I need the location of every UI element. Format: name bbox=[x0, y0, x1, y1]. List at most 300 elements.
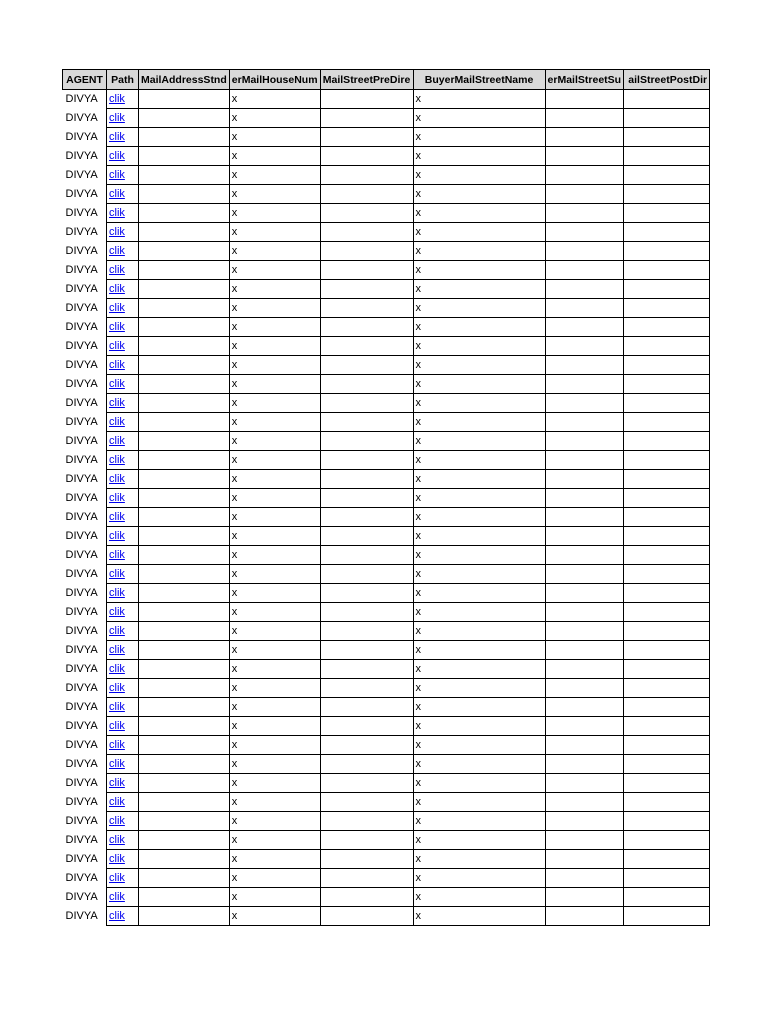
mail-street-pre-dir-cell bbox=[320, 413, 413, 432]
mail-street-post-dir-cell bbox=[624, 508, 710, 527]
mail-street-suffix-cell bbox=[545, 641, 624, 660]
buyer-mail-street-name-cell: x bbox=[413, 717, 545, 736]
mail-street-suffix-cell bbox=[545, 90, 624, 109]
table-row bbox=[63, 584, 710, 603]
buyer-mail-street-name-cell: x bbox=[413, 147, 545, 166]
mail-street-post-dir-cell bbox=[624, 451, 710, 470]
mail-street-suffix-cell bbox=[545, 204, 624, 223]
table-row bbox=[63, 793, 710, 812]
agent-cell: DIVYA bbox=[65, 207, 98, 219]
mail-address-stnd-cell bbox=[139, 774, 230, 793]
path-cell bbox=[107, 812, 139, 831]
table-row bbox=[63, 432, 710, 451]
mail-street-suffix-cell bbox=[545, 850, 624, 869]
col-header-mail-address-stnd: MailAddressStnd bbox=[139, 70, 230, 90]
mail-street-pre-dir-cell bbox=[320, 869, 413, 888]
path-link[interactable]: clik bbox=[109, 701, 125, 713]
mail-address-stnd-cell bbox=[139, 109, 230, 128]
table-row bbox=[63, 812, 710, 831]
path-link[interactable]: clik bbox=[109, 226, 125, 238]
mail-street-pre-dir-cell bbox=[320, 375, 413, 394]
agent-cell: DIVYA bbox=[65, 587, 98, 599]
agent-cell: DIVYA bbox=[65, 853, 98, 865]
buyer-mail-street-name-cell: x bbox=[413, 508, 545, 527]
path-cell bbox=[107, 204, 139, 223]
buyer-mail-street-name-cell: x bbox=[413, 565, 545, 584]
mail-street-post-dir-cell bbox=[624, 774, 710, 793]
buyer-mail-street-name-cell: x bbox=[413, 318, 545, 337]
path-link[interactable]: clik bbox=[109, 530, 125, 542]
path-link[interactable]: clik bbox=[109, 568, 125, 580]
buyer-mail-street-name-cell: x bbox=[413, 489, 545, 508]
table-row bbox=[63, 508, 710, 527]
path-link[interactable]: clik bbox=[109, 340, 125, 352]
path-link[interactable]: clik bbox=[109, 910, 125, 922]
mail-house-num-cell: x bbox=[229, 413, 320, 432]
mail-street-suffix-cell bbox=[545, 489, 624, 508]
path-link[interactable]: clik bbox=[109, 644, 125, 656]
path-cell bbox=[107, 147, 139, 166]
mail-house-num-cell: x bbox=[229, 679, 320, 698]
path-cell bbox=[107, 641, 139, 660]
mail-house-num-cell: x bbox=[229, 812, 320, 831]
agent-cell: DIVYA bbox=[65, 682, 98, 694]
mail-street-pre-dir-cell bbox=[320, 774, 413, 793]
mail-street-post-dir-cell bbox=[624, 584, 710, 603]
path-link[interactable]: clik bbox=[109, 302, 125, 314]
mail-street-pre-dir-cell bbox=[320, 451, 413, 470]
table-row bbox=[63, 489, 710, 508]
agent-cell: DIVYA bbox=[65, 435, 98, 447]
agent-cell: DIVYA bbox=[65, 606, 98, 618]
table-row bbox=[63, 261, 710, 280]
table-row bbox=[63, 413, 710, 432]
path-cell bbox=[107, 679, 139, 698]
buyer-mail-street-name-cell: x bbox=[413, 451, 545, 470]
mail-street-pre-dir-cell bbox=[320, 128, 413, 147]
table-row bbox=[63, 356, 710, 375]
table-row bbox=[63, 679, 710, 698]
mail-street-post-dir-cell bbox=[624, 109, 710, 128]
mail-street-post-dir-cell bbox=[624, 242, 710, 261]
path-link[interactable]: clik bbox=[109, 473, 125, 485]
agent-cell: DIVYA bbox=[65, 815, 98, 827]
mail-house-num-cell: x bbox=[229, 527, 320, 546]
path-cell bbox=[107, 774, 139, 793]
mail-house-num-cell: x bbox=[229, 451, 320, 470]
path-link[interactable]: clik bbox=[109, 777, 125, 789]
path-link[interactable]: clik bbox=[109, 587, 125, 599]
mail-street-pre-dir-cell bbox=[320, 793, 413, 812]
mail-street-suffix-cell bbox=[545, 109, 624, 128]
path-cell bbox=[107, 128, 139, 147]
mail-street-suffix-cell bbox=[545, 280, 624, 299]
mail-street-pre-dir-cell bbox=[320, 831, 413, 850]
mail-address-stnd-cell bbox=[139, 451, 230, 470]
path-cell bbox=[107, 489, 139, 508]
agent-cell: DIVYA bbox=[65, 511, 98, 523]
path-cell bbox=[107, 318, 139, 337]
mail-street-post-dir-cell bbox=[624, 831, 710, 850]
path-cell bbox=[107, 603, 139, 622]
path-link[interactable]: clik bbox=[109, 321, 125, 333]
table-row bbox=[63, 736, 710, 755]
table-row bbox=[63, 451, 710, 470]
buyer-mail-street-name-cell: x bbox=[413, 850, 545, 869]
mail-street-post-dir-cell bbox=[624, 850, 710, 869]
mail-street-post-dir-cell bbox=[624, 375, 710, 394]
mail-street-pre-dir-cell bbox=[320, 660, 413, 679]
path-link[interactable]: clik bbox=[109, 264, 125, 276]
mail-address-stnd-cell bbox=[139, 603, 230, 622]
path-link[interactable]: clik bbox=[109, 131, 125, 143]
mail-address-stnd-cell bbox=[139, 470, 230, 489]
mail-house-num-cell: x bbox=[229, 717, 320, 736]
buyer-mail-street-name-cell: x bbox=[413, 299, 545, 318]
path-link[interactable]: clik bbox=[109, 492, 125, 504]
table-body bbox=[63, 90, 710, 926]
path-link[interactable]: clik bbox=[109, 435, 125, 447]
path-cell bbox=[107, 90, 139, 109]
table-row bbox=[63, 242, 710, 261]
path-link[interactable]: clik bbox=[109, 188, 125, 200]
agent-cell: DIVYA bbox=[65, 283, 98, 295]
buyer-mail-street-name-cell: x bbox=[413, 546, 545, 565]
mail-street-suffix-cell bbox=[545, 527, 624, 546]
mail-address-stnd-cell bbox=[139, 413, 230, 432]
mail-address-stnd-cell bbox=[139, 223, 230, 242]
mail-street-suffix-cell bbox=[545, 812, 624, 831]
mail-street-suffix-cell bbox=[545, 774, 624, 793]
agent-cell: DIVYA bbox=[65, 454, 98, 466]
buyer-mail-street-name-cell: x bbox=[413, 356, 545, 375]
table-row bbox=[63, 869, 710, 888]
buyer-mail-street-name-cell: x bbox=[413, 831, 545, 850]
path-link[interactable]: clik bbox=[109, 682, 125, 694]
col-header-mail-house-num: erMailHouseNum bbox=[229, 70, 320, 90]
mail-house-num-cell: x bbox=[229, 869, 320, 888]
mail-address-stnd-cell bbox=[139, 869, 230, 888]
mail-street-post-dir-cell bbox=[624, 413, 710, 432]
mail-house-num-cell: x bbox=[229, 736, 320, 755]
path-cell bbox=[107, 546, 139, 565]
mail-street-pre-dir-cell bbox=[320, 679, 413, 698]
mail-house-num-cell: x bbox=[229, 223, 320, 242]
mail-address-stnd-cell bbox=[139, 166, 230, 185]
mail-house-num-cell: x bbox=[229, 850, 320, 869]
buyer-mail-street-name-cell: x bbox=[413, 869, 545, 888]
mail-street-suffix-cell bbox=[545, 755, 624, 774]
table-row bbox=[63, 546, 710, 565]
mail-street-pre-dir-cell bbox=[320, 185, 413, 204]
col-header-mail-street-post-dir: ailStreetPostDir bbox=[624, 70, 710, 90]
mail-address-stnd-cell bbox=[139, 356, 230, 375]
path-link[interactable]: clik bbox=[109, 454, 125, 466]
path-link[interactable]: clik bbox=[109, 416, 125, 428]
agent-cell: DIVYA bbox=[65, 625, 98, 637]
mail-address-stnd-cell bbox=[139, 261, 230, 280]
table-row bbox=[63, 850, 710, 869]
mail-house-num-cell: x bbox=[229, 603, 320, 622]
path-cell bbox=[107, 565, 139, 584]
mail-street-post-dir-cell bbox=[624, 299, 710, 318]
mail-street-suffix-cell bbox=[545, 337, 624, 356]
mail-street-post-dir-cell bbox=[624, 223, 710, 242]
path-link[interactable]: clik bbox=[109, 245, 125, 257]
table-row bbox=[63, 318, 710, 337]
table-row bbox=[63, 641, 710, 660]
mail-house-num-cell: x bbox=[229, 280, 320, 299]
mail-address-stnd-cell bbox=[139, 546, 230, 565]
agent-cell: DIVYA bbox=[65, 872, 98, 884]
mail-address-stnd-cell bbox=[139, 641, 230, 660]
mail-street-post-dir-cell bbox=[624, 185, 710, 204]
table-row bbox=[63, 907, 710, 926]
mail-house-num-cell: x bbox=[229, 508, 320, 527]
header-row bbox=[63, 70, 710, 90]
agent-cell: DIVYA bbox=[65, 758, 98, 770]
mail-street-post-dir-cell bbox=[624, 641, 710, 660]
mail-street-pre-dir-cell bbox=[320, 280, 413, 299]
mail-address-stnd-cell bbox=[139, 755, 230, 774]
mail-address-stnd-cell bbox=[139, 736, 230, 755]
mail-street-suffix-cell bbox=[545, 318, 624, 337]
agent-cell: DIVYA bbox=[65, 150, 98, 162]
path-link[interactable]: clik bbox=[109, 283, 125, 295]
path-cell bbox=[107, 299, 139, 318]
table-row bbox=[63, 375, 710, 394]
path-cell bbox=[107, 508, 139, 527]
mail-house-num-cell: x bbox=[229, 907, 320, 926]
mail-street-suffix-cell bbox=[545, 546, 624, 565]
table-row bbox=[63, 394, 710, 413]
mail-street-pre-dir-cell bbox=[320, 432, 413, 451]
path-cell bbox=[107, 261, 139, 280]
agent-cell: DIVYA bbox=[65, 492, 98, 504]
mail-street-suffix-cell bbox=[545, 793, 624, 812]
mail-street-suffix-cell bbox=[545, 888, 624, 907]
path-link[interactable]: clik bbox=[109, 663, 125, 675]
mail-street-post-dir-cell bbox=[624, 147, 710, 166]
mail-street-pre-dir-cell bbox=[320, 641, 413, 660]
mail-house-num-cell: x bbox=[229, 432, 320, 451]
buyer-mail-street-name-cell: x bbox=[413, 413, 545, 432]
path-cell bbox=[107, 223, 139, 242]
buyer-mail-street-name-cell: x bbox=[413, 907, 545, 926]
path-link[interactable]: clik bbox=[109, 758, 125, 770]
mail-address-stnd-cell bbox=[139, 299, 230, 318]
path-link[interactable]: clik bbox=[109, 150, 125, 162]
mail-street-suffix-cell bbox=[545, 603, 624, 622]
table-row bbox=[63, 147, 710, 166]
mail-address-stnd-cell bbox=[139, 660, 230, 679]
mail-house-num-cell: x bbox=[229, 660, 320, 679]
buyer-mail-street-name-cell: x bbox=[413, 527, 545, 546]
mail-street-pre-dir-cell bbox=[320, 698, 413, 717]
col-header-mail-street-pre-dir: MailStreetPreDire bbox=[320, 70, 413, 90]
table-row bbox=[63, 527, 710, 546]
mail-address-stnd-cell bbox=[139, 698, 230, 717]
mail-street-post-dir-cell bbox=[624, 432, 710, 451]
mail-address-stnd-cell bbox=[139, 907, 230, 926]
buyer-mail-street-name-cell: x bbox=[413, 641, 545, 660]
path-link[interactable]: clik bbox=[109, 853, 125, 865]
path-link[interactable]: clik bbox=[109, 720, 125, 732]
mail-house-num-cell: x bbox=[229, 185, 320, 204]
table-row bbox=[63, 128, 710, 147]
mail-address-stnd-cell bbox=[139, 280, 230, 299]
path-link[interactable]: clik bbox=[109, 397, 125, 409]
mail-street-post-dir-cell bbox=[624, 907, 710, 926]
path-link[interactable]: clik bbox=[109, 891, 125, 903]
path-cell bbox=[107, 698, 139, 717]
mail-street-suffix-cell bbox=[545, 565, 624, 584]
path-link[interactable]: clik bbox=[109, 169, 125, 181]
table-row bbox=[63, 223, 710, 242]
agent-cell: DIVYA bbox=[65, 473, 98, 485]
agent-cell: DIVYA bbox=[65, 359, 98, 371]
path-link[interactable]: clik bbox=[109, 834, 125, 846]
mail-street-post-dir-cell bbox=[624, 717, 710, 736]
path-link[interactable]: clik bbox=[109, 739, 125, 751]
mail-address-stnd-cell bbox=[139, 584, 230, 603]
path-link[interactable]: clik bbox=[109, 606, 125, 618]
path-link[interactable]: clik bbox=[109, 511, 125, 523]
mail-street-pre-dir-cell bbox=[320, 318, 413, 337]
path-cell bbox=[107, 755, 139, 774]
mail-street-pre-dir-cell bbox=[320, 356, 413, 375]
mail-address-stnd-cell bbox=[139, 128, 230, 147]
path-cell bbox=[107, 869, 139, 888]
table-row bbox=[63, 204, 710, 223]
agent-cell: DIVYA bbox=[65, 340, 98, 352]
path-link[interactable]: clik bbox=[109, 112, 125, 124]
mail-street-post-dir-cell bbox=[624, 869, 710, 888]
path-link[interactable]: clik bbox=[109, 549, 125, 561]
path-link[interactable]: clik bbox=[109, 378, 125, 390]
table-row bbox=[63, 185, 710, 204]
table-row bbox=[63, 280, 710, 299]
col-header-mail-street-suffix: erMailStreetSu bbox=[545, 70, 624, 90]
col-header-agent: AGENT bbox=[63, 70, 107, 90]
mail-street-suffix-cell bbox=[545, 261, 624, 280]
mail-house-num-cell: x bbox=[229, 261, 320, 280]
mail-street-post-dir-cell bbox=[624, 812, 710, 831]
mail-street-suffix-cell bbox=[545, 584, 624, 603]
mail-house-num-cell: x bbox=[229, 356, 320, 375]
mail-house-num-cell: x bbox=[229, 166, 320, 185]
mail-house-num-cell: x bbox=[229, 337, 320, 356]
buyer-mail-street-name-cell: x bbox=[413, 470, 545, 489]
agent-cell: DIVYA bbox=[65, 549, 98, 561]
table-row bbox=[63, 565, 710, 584]
path-link[interactable]: clik bbox=[109, 359, 125, 371]
path-cell bbox=[107, 850, 139, 869]
agent-cell: DIVYA bbox=[65, 891, 98, 903]
agent-cell: DIVYA bbox=[65, 530, 98, 542]
path-link[interactable]: clik bbox=[109, 796, 125, 808]
mail-address-stnd-cell bbox=[139, 242, 230, 261]
mail-house-num-cell: x bbox=[229, 242, 320, 261]
mail-street-post-dir-cell bbox=[624, 603, 710, 622]
buyer-mail-street-name-cell: x bbox=[413, 337, 545, 356]
mail-street-suffix-cell bbox=[545, 470, 624, 489]
path-cell bbox=[107, 717, 139, 736]
path-link[interactable]: clik bbox=[109, 207, 125, 219]
mail-street-post-dir-cell bbox=[624, 394, 710, 413]
mail-street-post-dir-cell bbox=[624, 470, 710, 489]
mail-house-num-cell: x bbox=[229, 394, 320, 413]
mail-house-num-cell: x bbox=[229, 204, 320, 223]
buyer-mail-street-name-cell: x bbox=[413, 394, 545, 413]
buyer-mail-street-name-cell: x bbox=[413, 280, 545, 299]
mail-address-stnd-cell bbox=[139, 812, 230, 831]
mail-address-stnd-cell bbox=[139, 432, 230, 451]
path-cell bbox=[107, 527, 139, 546]
mail-address-stnd-cell bbox=[139, 204, 230, 223]
mail-address-stnd-cell bbox=[139, 850, 230, 869]
mail-house-num-cell: x bbox=[229, 641, 320, 660]
mail-street-post-dir-cell bbox=[624, 622, 710, 641]
agent-cell: DIVYA bbox=[65, 397, 98, 409]
mail-street-suffix-cell bbox=[545, 679, 624, 698]
mail-street-post-dir-cell bbox=[624, 337, 710, 356]
buyer-mail-street-name-cell: x bbox=[413, 185, 545, 204]
agent-cell: DIVYA bbox=[65, 416, 98, 428]
path-cell bbox=[107, 280, 139, 299]
mail-address-stnd-cell bbox=[139, 375, 230, 394]
mail-street-suffix-cell bbox=[545, 736, 624, 755]
mail-street-pre-dir-cell bbox=[320, 90, 413, 109]
mail-street-pre-dir-cell bbox=[320, 223, 413, 242]
path-cell bbox=[107, 470, 139, 489]
mail-address-stnd-cell bbox=[139, 489, 230, 508]
mail-street-suffix-cell bbox=[545, 356, 624, 375]
path-cell bbox=[107, 907, 139, 926]
mail-street-pre-dir-cell bbox=[320, 907, 413, 926]
path-link[interactable]: clik bbox=[109, 625, 125, 637]
path-link[interactable]: clik bbox=[109, 872, 125, 884]
agent-cell: DIVYA bbox=[65, 720, 98, 732]
mail-house-num-cell: x bbox=[229, 470, 320, 489]
mail-street-suffix-cell bbox=[545, 394, 624, 413]
mail-address-stnd-cell bbox=[139, 337, 230, 356]
path-cell bbox=[107, 413, 139, 432]
path-link[interactable]: clik bbox=[109, 93, 125, 105]
mail-street-suffix-cell bbox=[545, 375, 624, 394]
path-cell bbox=[107, 793, 139, 812]
mail-street-suffix-cell bbox=[545, 147, 624, 166]
mail-street-suffix-cell bbox=[545, 185, 624, 204]
mail-street-post-dir-cell bbox=[624, 356, 710, 375]
path-cell bbox=[107, 109, 139, 128]
buyer-mail-street-name-cell: x bbox=[413, 603, 545, 622]
table-row bbox=[63, 109, 710, 128]
mail-house-num-cell: x bbox=[229, 565, 320, 584]
mail-street-suffix-cell bbox=[545, 907, 624, 926]
mail-address-stnd-cell bbox=[139, 717, 230, 736]
mail-street-post-dir-cell bbox=[624, 318, 710, 337]
mail-street-post-dir-cell bbox=[624, 90, 710, 109]
mail-address-stnd-cell bbox=[139, 527, 230, 546]
buyer-mail-street-name-cell: x bbox=[413, 755, 545, 774]
buyer-mail-street-name-cell: x bbox=[413, 698, 545, 717]
agent-cell: DIVYA bbox=[65, 169, 98, 181]
path-link[interactable]: clik bbox=[109, 815, 125, 827]
mail-address-stnd-cell bbox=[139, 565, 230, 584]
mail-house-num-cell: x bbox=[229, 774, 320, 793]
mail-street-pre-dir-cell bbox=[320, 470, 413, 489]
